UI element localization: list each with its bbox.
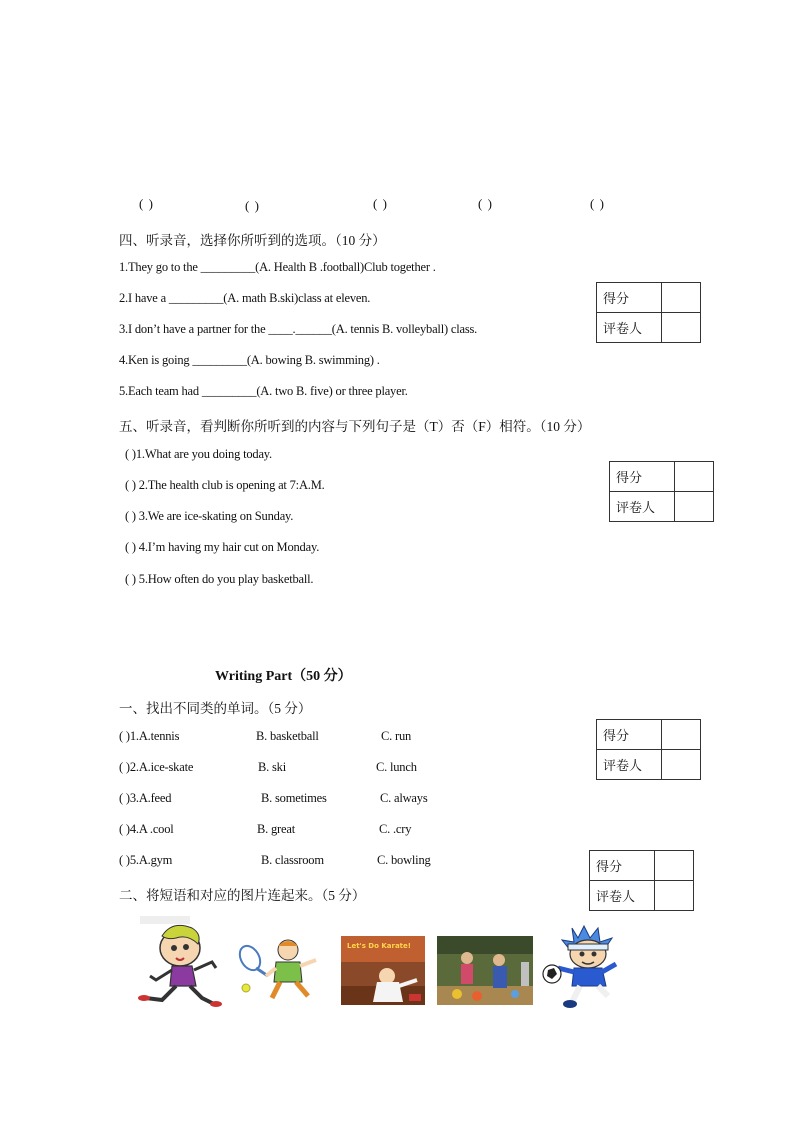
odd-word-row-1-a: ( )1.A.tennis (119, 729, 180, 743)
writing-part-title: Writing Part（50 分） (215, 669, 352, 684)
section5-item-5: ( ) 5.How often do you play basketball. (125, 572, 314, 586)
karate-book-image (341, 936, 425, 1005)
grader-label: 评卷人 (597, 313, 662, 343)
score-label: 得分 (590, 851, 655, 881)
soccer-boy-image (542, 924, 632, 1010)
grader-value-cell (675, 492, 714, 522)
answer-paren-5: ( ) (590, 196, 605, 211)
score-value-cell (662, 283, 701, 313)
odd-word-row-4-c: C. .cry (379, 822, 412, 836)
score-label: 得分 (597, 720, 662, 750)
score-box-2 (609, 461, 714, 522)
odd-word-row-5-c: C. bowling (377, 853, 431, 867)
section4-item-3: 3.I don’t have a partner for the ____.______(A. tennis B. volleyball) class. (119, 322, 478, 336)
odd-word-row-5-b: B. classroom (261, 853, 324, 867)
grader-label: 评卷人 (590, 881, 655, 911)
score-box-4 (589, 850, 694, 911)
score-value-cell (675, 462, 714, 492)
answer-paren-3: ( ) (373, 196, 388, 211)
grader-value-cell (655, 881, 694, 911)
tennis-player-image (236, 938, 328, 1004)
section5-item-1: ( )1.What are you doing today. (125, 447, 272, 461)
score-label: 得分 (610, 462, 675, 492)
section4-item-5: 5.Each team had _________(A. two B. five) or three player. (119, 384, 408, 398)
odd-word-row-3-c: C. always (380, 791, 428, 805)
score-value-cell (655, 851, 694, 881)
odd-word-row-3-a: ( )3.A.feed (119, 791, 172, 805)
answer-paren-4: ( ) (478, 196, 493, 211)
odd-word-row-4-a: ( )4.A .cool (119, 822, 174, 836)
odd-word-row-2-c: C. lunch (376, 760, 417, 774)
odd-word-row-4-b: B. great (257, 822, 295, 836)
section4-item-4: 4.Ken is going _________(A. bowing B. swimming) . (119, 353, 380, 367)
odd-word-row-2-a: ( )2.A.ice-skate (119, 760, 194, 774)
section5-item-3: ( ) 3.We are ice-skating on Sunday. (125, 509, 294, 523)
writing-section2-title: 二、将短语和对应的图片连起来。（5 分） (119, 888, 366, 903)
section5-item-2: ( ) 2.The health club is opening at 7:A.M. (125, 478, 325, 492)
running-boy-image (132, 914, 230, 1008)
odd-word-row-5-a: ( )5.A.gym (119, 853, 173, 867)
answer-paren-2: ( ) (245, 198, 260, 213)
odd-word-row-1-b: B. basketball (256, 729, 319, 743)
section4-title: 四、听录音，选择你所听到的选项。（10 分） (119, 233, 386, 248)
section4-item-1: 1.They go to the _________(A. Health B .football)Club together . (119, 260, 436, 274)
karate-book-title: Let's Do Karate! (347, 942, 411, 950)
score-box-1 (596, 282, 701, 343)
section5-item-4: ( ) 4.I’m having my hair cut on Monday. (125, 540, 320, 554)
odd-word-row-1-c: C. run (381, 729, 412, 743)
grader-value-cell (662, 313, 701, 343)
grader-value-cell (662, 750, 701, 780)
score-value-cell (662, 720, 701, 750)
answer-paren-1: ( ) (139, 196, 154, 211)
odd-word-row-2-b: B. ski (258, 760, 286, 774)
section4-item-2: 2.I have a _________(A. math B.ski)class at eleven. (119, 291, 371, 305)
grader-label: 评卷人 (597, 750, 662, 780)
bowling-photo-image (437, 936, 533, 1005)
grader-label: 评卷人 (610, 492, 675, 522)
writing-section1-title: 一、找出不同类的单词。（5 分） (119, 701, 312, 716)
score-label: 得分 (597, 283, 662, 313)
odd-word-row-3-b: B. sometimes (261, 791, 327, 805)
score-box-3 (596, 719, 701, 780)
section5-title: 五、听录音，看判断你所听到的内容与下列句子是（T）否（F）相符。（10 分） (119, 419, 591, 434)
